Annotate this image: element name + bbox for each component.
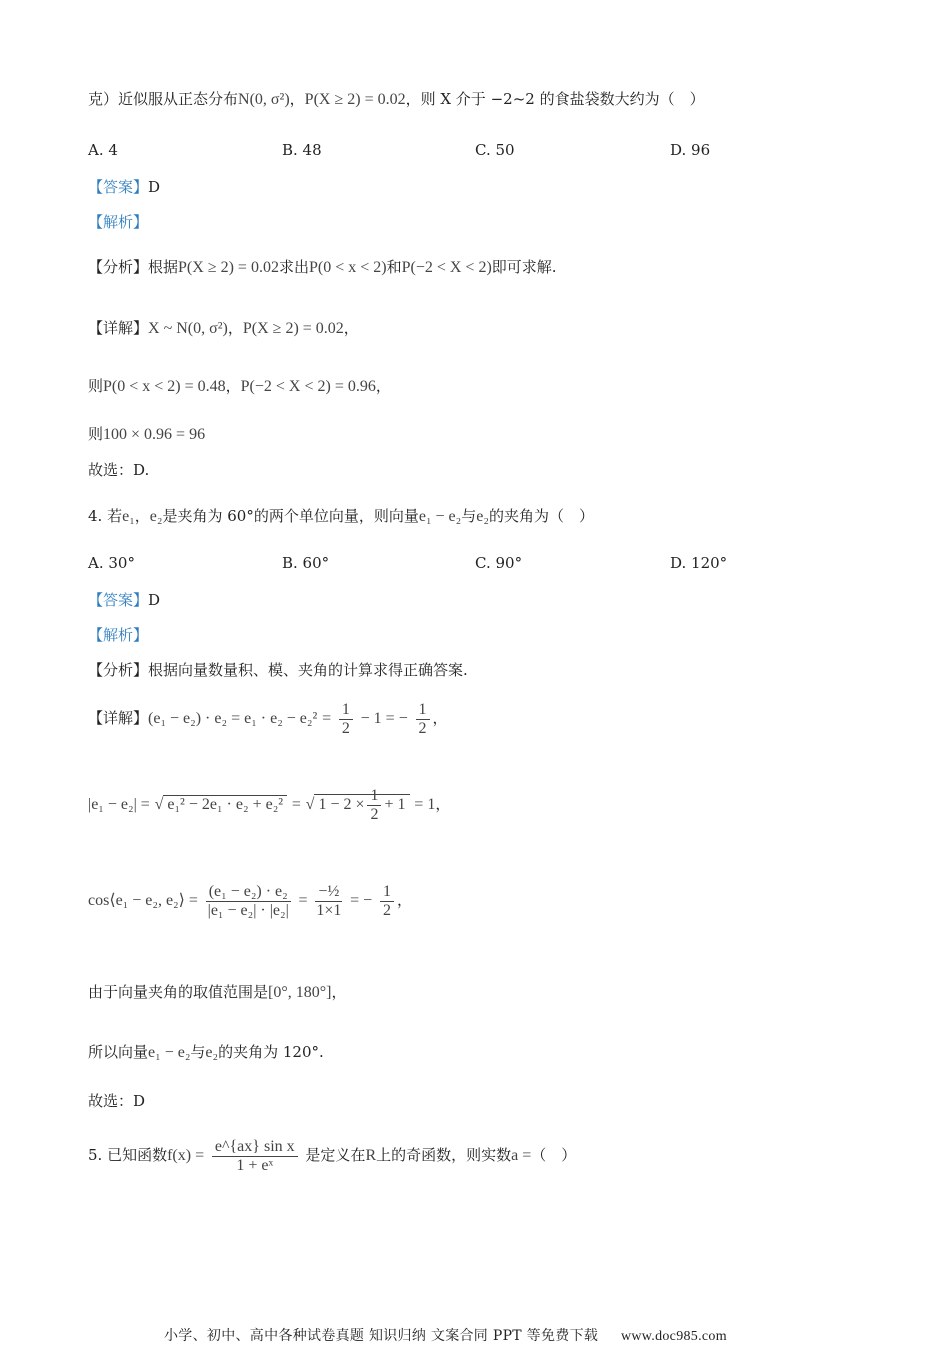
footer-url[interactable]: www.doc985.com: [620, 1329, 727, 1344]
math-expr: P(0 < x < 2) = 0.48: [103, 378, 226, 395]
answer-value: D: [148, 591, 161, 609]
fraction: [212, 1138, 298, 1175]
q3-stem-text: 克）近似服从正态分布: [88, 90, 239, 108]
fraction: [367, 787, 381, 824]
detail-tag: 【详解】: [88, 709, 149, 727]
q3-step3: [88, 423, 205, 446]
separator: ，: [134, 507, 150, 525]
math-expr: = −: [350, 892, 373, 909]
option-a: A. 4: [88, 141, 118, 159]
text: 则: [88, 377, 104, 395]
numerator: (e₁ − e₂) · e₂: [206, 883, 291, 902]
math-expr: =: [322, 710, 332, 727]
text: 求出: [278, 258, 309, 276]
denominator: 2: [370, 805, 379, 823]
option-b: B. 48: [282, 141, 322, 159]
math-expr: P(0 < x < 2): [308, 259, 387, 276]
q4-conclusion: [88, 1041, 324, 1064]
q3-stem-text-2: ，则 X 介于 −2~2 的食盐袋数大约为（ ）: [405, 90, 705, 108]
math-expr: R: [365, 1147, 377, 1164]
math-expr: e₂: [205, 1044, 219, 1061]
separator: ，: [435, 795, 451, 813]
q4-range: [88, 981, 346, 1004]
q4-option-b: B. 60°: [282, 554, 330, 572]
text: 是定义在: [305, 1146, 366, 1164]
denominator: |e₁ − e₂| · |e₂|: [207, 901, 289, 919]
fraction: [315, 883, 342, 920]
math-expr: f(x) =: [167, 1147, 205, 1164]
denominator: 2: [382, 901, 391, 919]
text: 所以向量: [88, 1043, 149, 1061]
q4-detail3: [88, 880, 412, 921]
answer-value: D: [148, 178, 161, 196]
q4-option-a: A. 30°: [88, 554, 135, 572]
page-footer: [164, 1325, 727, 1345]
math-expr: 100 × 0.96 = 96: [103, 426, 206, 443]
math-normal-dist: N(0, σ²): [238, 91, 290, 108]
fraction: [206, 883, 291, 920]
text: 与: [190, 1043, 206, 1061]
option-d: D. 96: [670, 141, 711, 159]
text: 的夹角为（ ）: [488, 507, 594, 525]
analysis-tag: 【分析】: [88, 661, 149, 679]
q3-stem: [88, 88, 705, 111]
sqrt-expr: e₁² − 2e₁ · e₂ + e₂²: [163, 795, 287, 813]
option-c: C. 50: [475, 141, 515, 159]
denominator: 1×1: [316, 901, 342, 919]
numerator: 1: [380, 883, 394, 902]
answer-tag: 【答案】: [88, 591, 149, 609]
text: 的夹角为 120°.: [218, 1043, 324, 1061]
text: 则: [88, 425, 104, 443]
text: 和: [386, 258, 402, 276]
math-expr: cos⟨e₁ − e₂, e₂⟩ =: [88, 892, 198, 909]
text: 5. 已知函数: [88, 1146, 168, 1164]
math-expr: e₁ − e₂: [148, 1044, 191, 1061]
text: 根据: [148, 258, 179, 276]
text: 根据向量数量积、模、夹角的计算求得正确答案.: [148, 661, 468, 679]
q3-choose: 故选：D.: [88, 461, 150, 479]
denominator: 2: [341, 719, 350, 737]
text: 是夹角为 60°的两个单位向量，则向量: [162, 507, 419, 525]
analysis-tag: 【分析】: [88, 258, 149, 276]
footer-text: 小学、初中、高中各种试卷真题 知识归纳 文案合同 PPT 等免费下载: [164, 1328, 599, 1344]
separator: ，: [225, 377, 241, 395]
numerator: 1: [339, 701, 353, 720]
math-expr: P(X ≥ 2) = 0.02: [242, 320, 344, 337]
q4-option-c: C. 90°: [475, 554, 523, 572]
numerator: −½: [315, 883, 342, 902]
math-expr: =: [291, 796, 301, 813]
q4-detail1: [88, 700, 448, 738]
math-expr: e₂: [149, 508, 163, 525]
q4-answer: [88, 589, 160, 611]
numerator: 1: [367, 787, 381, 806]
denominator: 2: [418, 719, 427, 737]
math-expr: + 1: [384, 796, 406, 813]
q5-stem: [88, 1135, 576, 1176]
math-expr: P(−2 < X < 2): [401, 259, 492, 276]
numerator: 1: [416, 701, 430, 720]
separator: ，: [375, 377, 391, 395]
separator: ，: [289, 90, 305, 108]
text: （ ）: [531, 1146, 577, 1164]
math-expr: e₁: [122, 508, 135, 525]
q3-analysis: [88, 256, 557, 279]
fraction: [380, 883, 394, 920]
math-expr: X ~ N(0, σ²): [148, 320, 228, 337]
q4-detail2: |e₁ − e₂| = √ e₁² − 2e₁ · e₂ + e₂² = √ 1 − 2 × $\frac{1}{2}$ + 1 = 1，: [88, 786, 451, 823]
math-expr: |e₁ − e₂| =: [88, 796, 150, 813]
math-expr: =: [298, 892, 308, 909]
denominator: 1 + eˣ: [236, 1156, 274, 1174]
fraction: [416, 701, 430, 738]
math-expr: (e₁ − e₂) · e₂ = e₁ · e₂ − e₂²: [148, 710, 318, 727]
q3-step2: [88, 375, 391, 398]
math-expr: 1 − 2 ×: [318, 796, 365, 813]
math-expr: [0°, 180°]: [268, 984, 332, 1001]
math-expr: a =: [511, 1147, 532, 1164]
q4-analysis: [88, 659, 468, 681]
q3-answer: [88, 176, 160, 198]
math-expr: = 1: [414, 796, 436, 813]
separator: ，: [343, 319, 359, 337]
text: 4. 若: [88, 507, 123, 525]
math-expr: − 1 = −: [360, 710, 408, 727]
fraction: [339, 701, 353, 738]
math-expr: e₁ − e₂: [418, 508, 462, 525]
separator: ，: [331, 983, 347, 1001]
text: 由于向量夹角的取值范围是: [88, 983, 269, 1001]
math-expr: e₂: [476, 508, 489, 525]
q4-option-d: D. 120°: [670, 554, 728, 572]
math-expr: P(X ≥ 2) = 0.02: [178, 259, 279, 276]
numerator: e^{ax} sin x: [212, 1138, 298, 1157]
text: 与: [461, 507, 477, 525]
separator: ，: [396, 891, 412, 909]
q3-detail: [88, 317, 359, 340]
math-expr: P(−2 < X < 2) = 0.96: [240, 378, 376, 395]
math-prob: P(X ≥ 2) = 0.02: [304, 91, 406, 108]
text: 即可求解.: [491, 258, 557, 276]
answer-tag: 【答案】: [88, 178, 149, 196]
q4-jiexi-tag: 【解析】: [88, 626, 149, 644]
text: 上的奇函数，则实数: [376, 1146, 512, 1164]
q3-jiexi-tag: 【解析】: [88, 213, 149, 231]
q4-choose: 故选：D: [88, 1092, 146, 1110]
q4-stem: [88, 505, 594, 528]
separator: ，: [432, 709, 448, 727]
separator: ，: [227, 319, 243, 337]
detail-tag: 【详解】: [88, 319, 149, 337]
